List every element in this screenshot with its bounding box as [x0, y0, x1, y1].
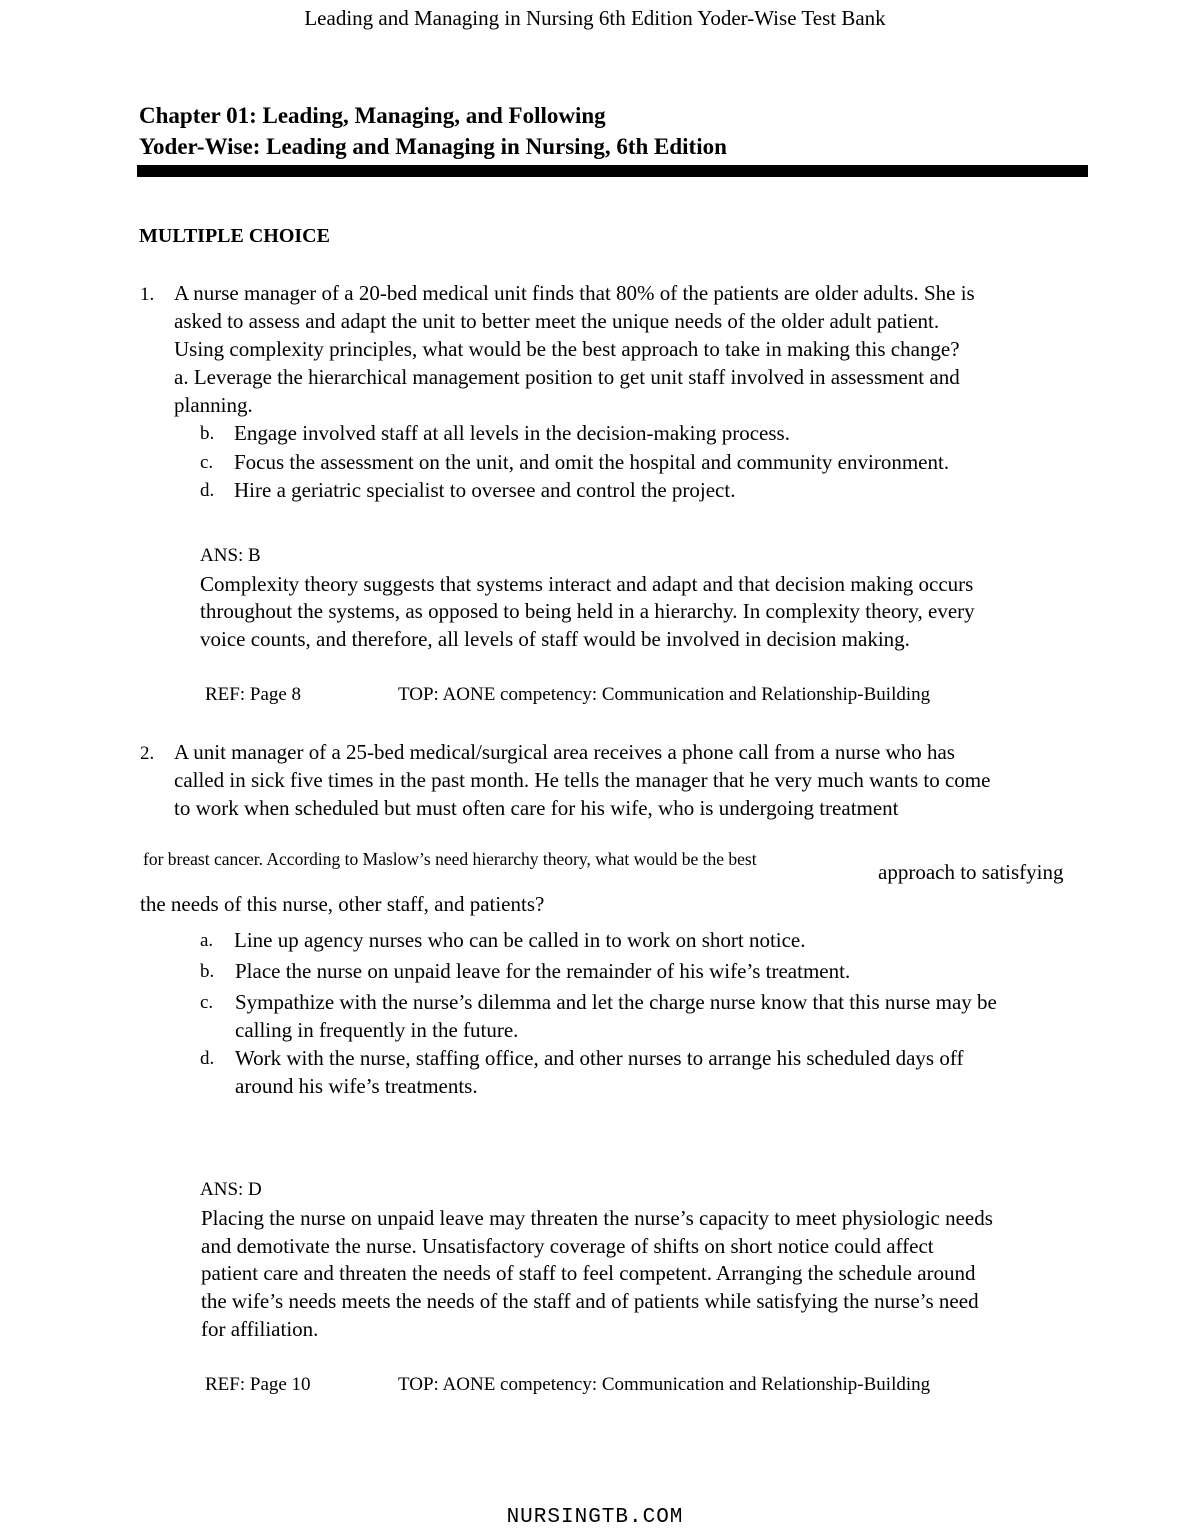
- option-text: calling in frequently in the future.: [235, 1018, 519, 1042]
- option-text: Work with the nurse, staffing office, and other nurses to arrange his scheduled days off: [235, 1046, 964, 1070]
- ref-label: REF: Page 10: [205, 1374, 311, 1395]
- rationale-line: Placing the nurse on unpaid leave may threaten the nurse’s capacity to meet physiologic needs: [201, 1206, 993, 1230]
- option-letter: b.: [200, 961, 215, 982]
- question-number: 2.: [140, 743, 155, 764]
- question-number: 1.: [140, 284, 155, 305]
- rationale-line: and demotivate the nurse. Unsatisfactory coverage of shifts on short notice could affect: [201, 1234, 934, 1258]
- option-letter: b.: [200, 423, 215, 444]
- running-header: Leading and Managing in Nursing 6th Edition Yoder-Wise Test Bank: [304, 6, 886, 30]
- question-stem-tail: approach to satisfying: [878, 860, 1064, 884]
- question-stem-line: A nurse manager of a 20-bed medical unit finds that 80% of the patients are older adults. She is: [174, 281, 975, 305]
- option-letter: d.: [200, 1048, 215, 1069]
- question-stem-line: Using complexity principles, what would be the best approach to take in making this change?: [174, 337, 960, 361]
- question-stem-line: to work when scheduled but must often care for his wife, who is undergoing treatment: [174, 796, 899, 820]
- chapter-title: Chapter 01: Leading, Managing, and Following: [139, 103, 606, 128]
- ref-label: REF: Page 8: [205, 684, 302, 705]
- question-stem-line: called in sick five times in the past month. He tells the manager that he very much wants to come: [174, 768, 991, 792]
- question-stem-last: the needs of this nurse, other staff, and patients?: [140, 892, 545, 916]
- topic-label: TOP: AONE competency: Communication and Relationship-Building: [398, 1374, 931, 1395]
- option-text: Line up agency nurses who can be called in to work on short notice.: [234, 928, 806, 952]
- option-text: Sympathize with the nurse’s dilemma and let the charge nurse know that this nurse may be: [235, 990, 997, 1014]
- rationale-line: throughout the systems, as opposed to being held in a hierarchy. In complexity theory, every: [200, 599, 975, 623]
- option-letter: d.: [200, 480, 215, 501]
- option-a-line: planning.: [174, 393, 253, 417]
- rationale-line: Complexity theory suggests that systems interact and adapt and that decision making occurs: [200, 572, 974, 596]
- option-a-line: a. Leverage the hierarchical management position to get unit staff involved in assessment and: [174, 365, 960, 389]
- answer-label: ANS: B: [200, 545, 261, 566]
- answer-label: ANS: D: [200, 1179, 262, 1200]
- topic-label: TOP: AONE competency: Communication and Relationship-Building: [398, 684, 931, 705]
- option-text: Engage involved staff at all levels in the decision-making process.: [234, 421, 790, 445]
- footer-site: NURSINGTB.COM: [506, 1506, 684, 1529]
- option-text: Hire a geriatric specialist to oversee and control the project.: [234, 478, 736, 502]
- title-divider: [137, 165, 1088, 177]
- question-stem-small: for breast cancer. According to Maslow’s need hierarchy theory, what would be the best: [143, 849, 757, 869]
- option-letter: c.: [200, 992, 214, 1013]
- option-text: Place the nurse on unpaid leave for the remainder of his wife’s treatment.: [235, 959, 851, 983]
- rationale-line: the wife’s needs meets the needs of the staff and of patients while satisfying the nurse’s need: [201, 1289, 979, 1313]
- book-title: Yoder-Wise: Leading and Managing in Nursing, 6th Edition: [139, 134, 727, 159]
- rationale-line: for affiliation.: [201, 1317, 319, 1341]
- section-heading: MULTIPLE CHOICE: [139, 225, 330, 247]
- question-stem-line: A unit manager of a 25-bed medical/surgical area receives a phone call from a nurse who has: [174, 740, 955, 764]
- option-letter: a.: [200, 930, 214, 951]
- question-stem-line: asked to assess and adapt the unit to better meet the unique needs of the older adult patient.: [174, 309, 940, 333]
- rationale-line: voice counts, and therefore, all levels of staff would be involved in decision making.: [200, 627, 910, 651]
- option-text: around his wife’s treatments.: [235, 1074, 478, 1098]
- option-letter: c.: [200, 452, 214, 473]
- rationale-line: patient care and threaten the needs of staff to feel competent. Arranging the schedule around: [201, 1261, 976, 1285]
- option-text: Focus the assessment on the unit, and omit the hospital and community environment.: [234, 450, 950, 474]
